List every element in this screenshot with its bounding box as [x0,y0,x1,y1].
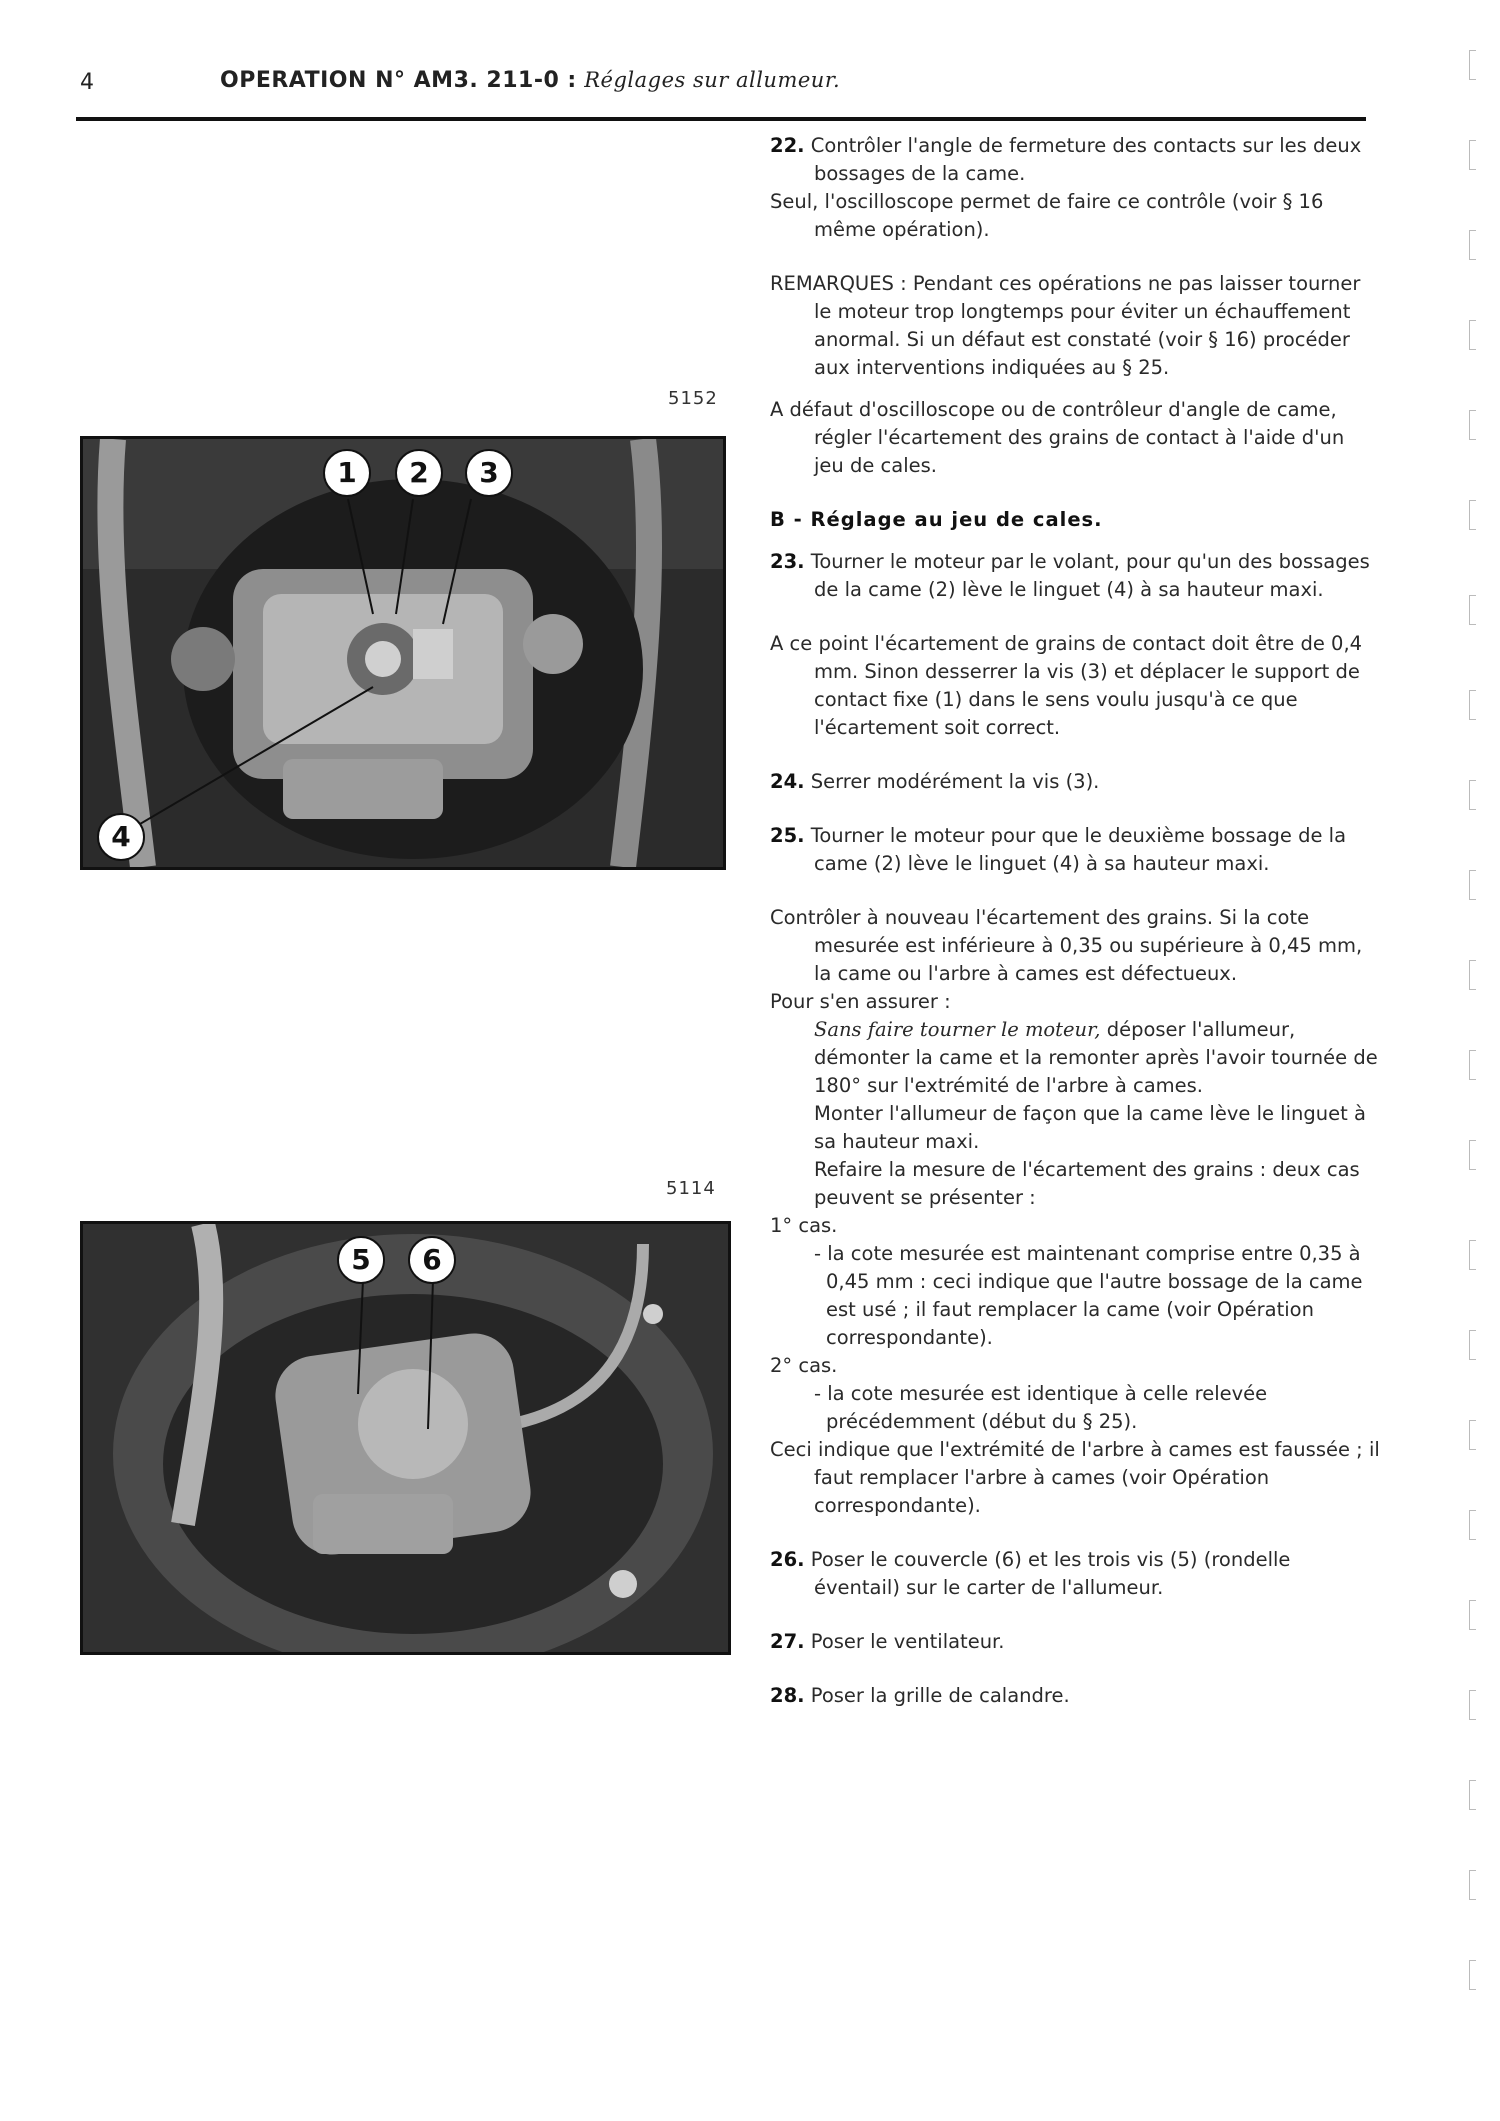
paragraph: Seul, l'oscilloscope permet de faire ce contrôle (voir § 16 même opération). [770,190,1324,241]
body-text: déposer l'allumeur, démonter la came et la remonter après l'avoir tournée de 180° sur l'extrémité de l'arbre à cames. [814,1018,1378,1097]
paragraph: A défaut d'oscilloscope ou de contrôleur d'angle de came, régler l'écartement des grains de contact à l'aide d'un jeu de cales. [770,398,1345,477]
step-22 [770,132,1380,188]
figure-distributor-cover [80,1221,731,1655]
paragraph: Monter l'allumeur de façon que la came lève le linguet à sa hauteur maxi. [814,1102,1366,1153]
step-text: Poser le ventilateur. [810,1630,1005,1653]
step-number: 23. [770,550,805,573]
case-label: 1° cas. [770,1214,838,1237]
callout-6: 6 [408,1236,456,1284]
figure-number: 5114 [666,1178,716,1199]
step-text: Poser la grille de calandre. [810,1684,1070,1707]
callout-1: 1 [323,449,371,497]
step-27 [770,1628,1380,1656]
step-25 [770,822,1380,878]
italic-text: Sans faire tourner le moteur, [814,1018,1101,1041]
paragraph: Contrôler à nouveau l'écartement des grains. Si la cote mesurée est inférieure à 0,35 ou supérieure à 0,45 mm, la came ou l'arbre à cames est défectueux. [770,906,1363,985]
callout-lines [83,1224,728,1652]
callout-4: 4 [97,813,145,861]
step-number: 25. [770,824,805,847]
callout-5: 5 [337,1236,385,1284]
step-26 [770,1546,1380,1602]
step-text: Tourner le moteur par le volant, pour qu'un des bossages de la came (2) lève le linguet (4) à sa hauteur maxi. [810,550,1370,601]
step-number: 22. [770,134,805,157]
step-text: Serrer modérément la vis (3). [810,770,1100,793]
case-label: 2° cas. [770,1354,838,1377]
section-heading: B - Réglage au jeu de cales. [770,508,1103,531]
header-rule [76,117,1366,121]
callout-3: 3 [465,449,513,497]
step-text: Contrôler l'angle de fermeture des contacts sur les deux bossages de la came. [810,134,1362,185]
remarks: REMARQUES : Pendant ces opérations ne pas laisser tourner le moteur trop longtemps pour éviter un échauffement anormal. Si un défaut est constaté (voir § 16) procéder aux interventions indiquées au § 25. [770,272,1361,379]
case-text: - la cote mesurée est identique à celle relevée précédemment (début du § 25). [814,1382,1268,1433]
paragraph: A ce point l'écartement de grains de contact doit être de 0,4 mm. Sinon desserrer la vis (3) et déplacer le support de contact fixe (1) dans le sens voulu jusqu'à ce que l'écartement soit correct. [770,632,1363,739]
operation-code: OPERATION N° AM3. 211-0 : [220,68,577,93]
operation-subtitle: Réglages sur allumeur. [584,68,841,92]
callout-2: 2 [395,449,443,497]
step-text: Tourner le moteur pour que le deuxième bossage de la came (2) lève le linguet (4) à sa hauteur maxi. [810,824,1347,875]
step-text: Poser le couvercle (6) et les trois vis (5) (rondelle éventail) sur le carter de l'allumeur. [810,1548,1291,1599]
paragraph: Pour s'en assurer : [770,990,951,1013]
paragraph: Ceci indique que l'extrémité de l'arbre à cames est faussée ; il faut remplacer l'arbre à cames (voir Opération correspondante). [770,1438,1380,1517]
page-number: 4 [80,70,94,95]
paragraph [770,1016,1380,1100]
case-text: - la cote mesurée est maintenant comprise entre 0,35 à 0,45 mm : ceci indique que l'autre bossage de la came est usé ; il faut remplacer la came (voir Opération correspondante). [814,1242,1363,1349]
figure-distributor-contacts [80,436,726,870]
step-28 [770,1682,1380,1710]
step-number: 24. [770,770,805,793]
instructions-column [770,132,1380,1710]
paragraph: Refaire la mesure de l'écartement des grains : deux cas peuvent se présenter : [814,1158,1360,1209]
step-number: 27. [770,1630,805,1653]
figure-number: 5152 [668,388,718,409]
step-24 [770,768,1380,796]
callout-lines [83,439,723,867]
step-number: 26. [770,1548,805,1571]
page-header [220,68,840,93]
margin-marks [1455,40,1495,2090]
step-number: 28. [770,1684,805,1707]
step-23 [770,548,1380,604]
